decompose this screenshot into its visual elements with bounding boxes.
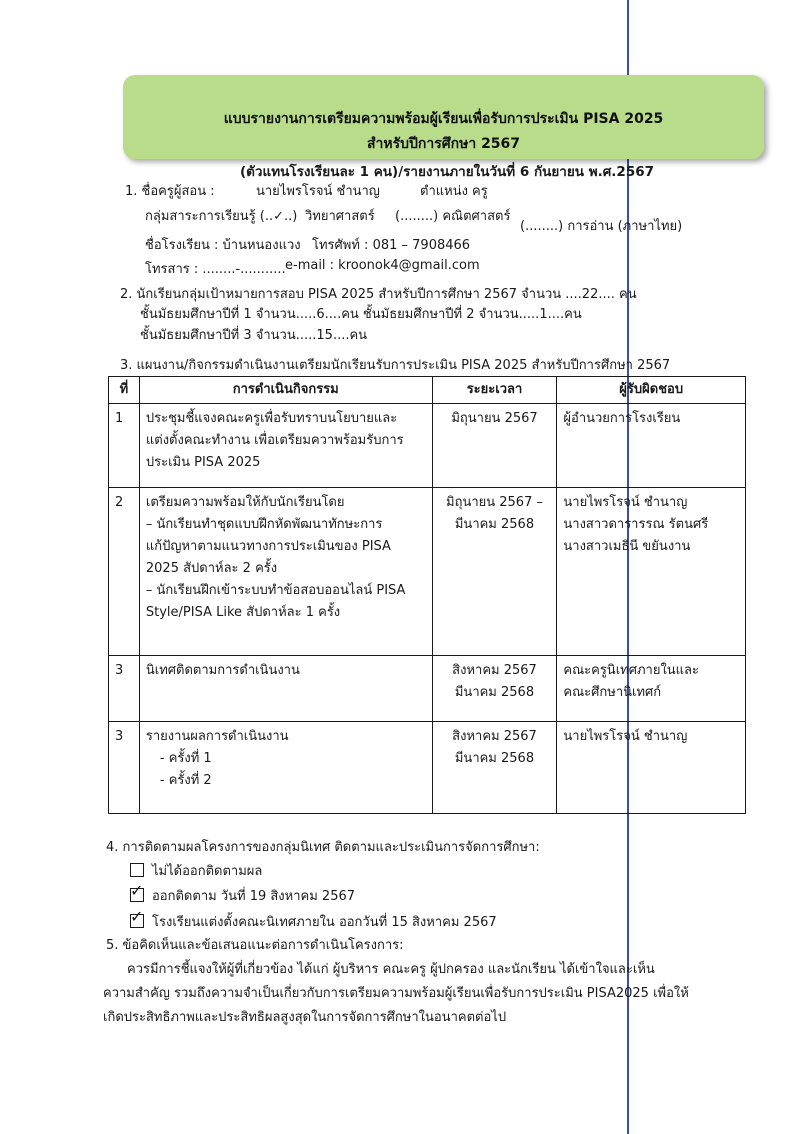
responsible-line: คณะศึกษานิเทศก์	[563, 685, 662, 700]
table-row	[109, 488, 746, 656]
teacher-position: ตำแหน่ง ครู	[420, 184, 488, 199]
row-period	[432, 656, 557, 722]
row-responsible	[557, 656, 746, 722]
row-activity	[139, 656, 432, 722]
checkbox-monitored[interactable]	[130, 881, 144, 902]
subject-math: (........) คณิตศาสตร์	[395, 209, 511, 224]
comments-heading: 5. ข้อคิดเห็นและข้อเสนอแนะต่อการดำเนินโครงการ:	[106, 938, 404, 953]
school-fax: โทรสาร : ........-...........	[145, 262, 286, 277]
activity-line: เตรียมความพร้อมให้กับนักเรียนโดย	[145, 495, 345, 510]
row-responsible	[557, 404, 746, 488]
column-header-no: ที่	[109, 377, 140, 404]
row-no: 3	[109, 656, 140, 722]
report-year: สำหรับปีการศึกษา 2567	[366, 136, 521, 152]
activity-plan-table	[108, 376, 746, 814]
row-no: 3	[109, 722, 140, 814]
period-line: สิงหาคม 2567	[452, 729, 537, 744]
period-line: มีนาคม 2568	[454, 685, 535, 700]
column-header-period: ระยะเวลา	[432, 377, 557, 404]
comments-text	[103, 958, 743, 1030]
plan-heading: 3. แผนงาน/กิจกรรมดำเนินงานเตรียมนักเรียนรับการประเมิน PISA 2025 สำหรับปีการศึกษา 2567	[120, 358, 671, 373]
comments-line: เกิดประสิทธิภาพและประสิทธิผลสูงสุดในการจัดการศึกษาในอนาคตต่อไป	[103, 1010, 507, 1025]
responsible-line: คณะครูนิเทศภายในและ	[563, 663, 700, 678]
activity-line: - ครั้งที่ 1	[159, 751, 212, 766]
responsible-line: นางสาวเมธินี ขยันงาน	[563, 539, 691, 554]
period-line: มีนาคม 2568	[454, 751, 535, 766]
table-row	[109, 656, 746, 722]
comments-line: ความสำคัญ รวมถึงความจำเป็นเกี่ยวกับการเตรียมความพร้อมผู้เรียนเพื่อรับการประเมิน PISA2025 เพื่อให้	[103, 986, 689, 1001]
school-phone: โทรศัพท์ : 081 – 7908466	[312, 238, 471, 253]
checkbox-internal-supervision[interactable]	[130, 907, 144, 928]
monitoring-option-label: ออกติดตาม วันที่ 19 สิงหาคม 2567	[152, 889, 356, 904]
teacher-label: 1. ชื่อครูผู้สอน :	[125, 184, 215, 199]
activity-line: นิเทศติดตามการดำเนินงาน	[145, 663, 300, 678]
period-line: มิถุนายน 2567 –	[446, 495, 543, 510]
subject-group-label: กลุ่มสาระการเรียนรู้ (..✓..)	[145, 209, 298, 224]
row-activity	[139, 404, 432, 488]
activity-line: 2025 สัปดาห์ละ 2 ครั้ง	[145, 561, 278, 576]
monitoring-option-label: โรงเรียนแต่งตั้งคณะนิเทศภายใน ออกวันที่ 15 สิงหาคม 2567	[152, 915, 497, 930]
responsible-line: นายไพรโรจน์ ชำนาญ	[563, 495, 688, 510]
responsible-line: นายไพรโรจน์ ชำนาญ	[563, 729, 688, 744]
responsible-line: ผู้อำนวยการโรงเรียน	[563, 411, 681, 426]
activity-line: แก้ปัญหาตามแนวทางการประเมินของ PISA	[145, 539, 391, 554]
row-activity	[139, 722, 432, 814]
comments-line: ควรมีการชี้แจงให้ผู้ที่เกี่ยวข้อง ได้แก่ ผู้บริหาร คณะครู ผู้ปกครอง และนักเรียน ได้เข้าใจและเห็น	[127, 962, 655, 977]
subject-science: วิทยาศาสตร์	[305, 209, 375, 224]
column-header-responsible: ผู้รับผิดชอบ	[557, 377, 746, 404]
responsible-line: นางสาวดารารรณ รัตนศรี	[563, 517, 709, 532]
activity-line: – นักเรียนฝึกเข้าระบบทำข้อสอบออนไลน์ PISA	[145, 583, 406, 598]
checkbox-not-monitored[interactable]	[130, 863, 144, 877]
row-responsible	[557, 488, 746, 656]
monitoring-option	[130, 860, 262, 881]
monitoring-option	[130, 881, 356, 906]
column-header-activity: การดำเนินกิจกรรม	[139, 377, 432, 404]
teacher-name: นายไพรโรจน์ ชำนาญ	[256, 184, 380, 199]
subject-reading: (........) การอ่าน (ภาษาไทย)	[520, 219, 683, 234]
students-m1-m2: ชั้นมัธยมศึกษาปีที่ 1 จำนวน.....6....คน ชั้นมัธยมศึกษาปีที่ 2 จำนวน.....1....คน	[140, 307, 582, 322]
activity-line: รายงานผลการดำเนินงาน	[145, 729, 289, 744]
row-no: 2	[109, 488, 140, 656]
report-title: แบบรายงานการเตรียมความพร้อมผู้เรียนเพื่อรับการประเมิน PISA 2025	[223, 111, 664, 127]
students-total: 2. นักเรียนกลุ่มเป้าหมายการสอบ PISA 2025 สำหรับปีการศึกษา 2567 จำนวน ....22.... คน	[120, 287, 637, 302]
table-row	[109, 404, 746, 488]
monitoring-option	[130, 907, 497, 932]
row-period	[432, 488, 557, 656]
period-line: สิงหาคม 2567	[452, 663, 537, 678]
monitoring-heading: 4. การติดตามผลโครงการของกลุ่มนิเทศ ติดตามและประเมินการจัดการศึกษา:	[106, 840, 540, 855]
activity-line: Style/PISA Like สัปดาห์ละ 1 ครั้ง	[145, 605, 341, 620]
row-period	[432, 404, 557, 488]
table-row	[109, 722, 746, 814]
check-mark-icon: ✓	[130, 881, 144, 900]
row-period	[432, 722, 557, 814]
school-name: ชื่อโรงเรียน : บ้านหนองแวง	[145, 238, 301, 253]
report-subtitle: (ตัวแทนโรงเรียนละ 1 คน)/รายงานภายในวันที่ 6 กันยายน พ.ศ.2567	[240, 164, 655, 180]
row-responsible	[557, 722, 746, 814]
monitoring-option-label: ไม่ได้ออกติดตามผล	[152, 864, 263, 879]
row-no: 1	[109, 404, 140, 488]
activity-line: – นักเรียนทำชุดแบบฝึกหัดพัฒนาทักษะการ	[145, 517, 383, 532]
activity-line: ประเมิน PISA 2025	[145, 455, 261, 470]
period-line: มิถุนายน 2567	[451, 411, 538, 426]
school-email: e-mail : kroonok4@gmail.com	[285, 258, 480, 273]
row-activity	[139, 488, 432, 656]
activity-line: - ครั้งที่ 2	[159, 773, 212, 788]
table-header-row	[109, 377, 746, 404]
students-m3: ชั้นมัธยมศึกษาปีที่ 3 จำนวน.....15....คน	[140, 328, 368, 343]
activity-line: ประชุมชี้แจงคณะครูเพื่อรับทราบนโยบายและ	[145, 411, 398, 426]
activity-line: แต่งตั้งคณะทำงาน เพื่อเตรียมควาพร้อมรับการ	[145, 433, 404, 448]
period-line: มีนาคม 2568	[454, 517, 535, 532]
check-mark-icon: ✓	[130, 907, 144, 926]
